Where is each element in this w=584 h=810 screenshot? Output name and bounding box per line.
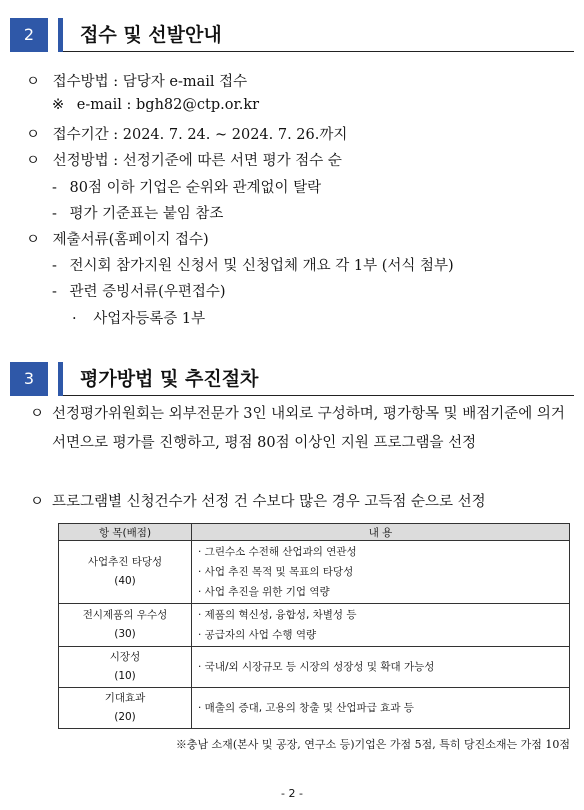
header-item: 항 목(배점) — [59, 524, 192, 541]
item-text: e-mail : bgh82@ctp.or.kr — [76, 97, 260, 113]
list-item — [26, 228, 209, 249]
page-number: - 2 - — [281, 787, 303, 800]
item-score: (10) — [114, 670, 136, 682]
detail-line: · 공급자의 사업 수행 역량 — [198, 629, 317, 641]
item-text: 80점 이하 기업은 순위와 관계없이 탈락 — [69, 180, 322, 196]
bullet: ㅇ — [26, 74, 41, 90]
detail-line: · 매출의 증대, 고용의 창출 및 산업파급 효과 등 — [198, 702, 414, 714]
header-content: 내 용 — [192, 524, 570, 541]
list-item — [52, 254, 454, 275]
table-header-row — [59, 524, 570, 541]
content-cell — [192, 604, 570, 647]
detail-line: · 사업 추진을 위한 기업 역량 — [198, 586, 330, 598]
paragraph-text: 선정평가위원회는 외부전문가 3인 내외로 구성하며, 평가항목 및 배점기준에 의거 서면으로 평가를 진행하고, 평점 80점 이상인 지원 프로그램을 선정 — [52, 406, 565, 451]
detail-line: · 사업 추진 목적 및 목표의 타당성 — [198, 566, 354, 578]
list-item — [52, 176, 321, 197]
bonus-note: ※충남 소재(본사 및 공장, 연구소 등)기업은 가점 5점, 특히 당진소재는 가점 10점 — [175, 738, 570, 751]
item-cell — [59, 541, 192, 604]
section-underline — [63, 395, 574, 396]
content-cell — [192, 541, 570, 604]
section-3-header — [8, 362, 574, 396]
list-item — [52, 202, 223, 223]
list-item — [26, 70, 247, 91]
bullet: ㅇ — [30, 494, 45, 510]
item-score: (20) — [114, 711, 136, 723]
section-number: 2 — [10, 18, 48, 52]
item-name: 기대효과 — [104, 692, 146, 704]
item-text: 선정방법 : 선정기준에 따른 서면 평가 점수 순 — [52, 153, 342, 169]
bullet: ㅇ — [26, 153, 41, 169]
paragraph-text: 프로그램별 신청건수가 선정 건 수보다 많은 경우 고득점 순으로 선정 — [52, 494, 486, 510]
table-row — [59, 541, 570, 604]
item-score: (30) — [114, 628, 136, 640]
content-cell — [192, 647, 570, 688]
paragraph — [30, 400, 570, 458]
item-text: 제출서류(홈페이지 접수) — [52, 232, 209, 248]
section-number: 3 — [10, 362, 48, 396]
list-item — [72, 307, 205, 328]
list-item — [52, 280, 226, 301]
item-text: 접수방법 : 담당자 e-mail 접수 — [52, 74, 248, 90]
list-item — [26, 123, 347, 144]
item-cell — [59, 688, 192, 729]
item-text: 사업자등록증 1부 — [93, 311, 206, 327]
section-2-header — [8, 18, 574, 52]
detail-line: · 그린수소 수전해 산업과의 연관성 — [198, 546, 357, 558]
bullet: ※ — [52, 97, 65, 113]
item-text: 접수기간 : 2024. 7. 24. ~ 2024. 7. 26.까지 — [52, 127, 348, 143]
item-score: (40) — [114, 575, 136, 587]
section-underline — [63, 51, 574, 52]
content-cell — [192, 688, 570, 729]
table-row — [59, 647, 570, 688]
item-cell — [59, 647, 192, 688]
bullet: ㅇ — [30, 406, 45, 422]
table-row — [59, 688, 570, 729]
item-name: 사업추진 타당성 — [87, 556, 163, 568]
item-text: 전시회 참가지원 신청서 및 신청업체 개요 각 1부 (서식 첨부) — [69, 258, 454, 274]
bullet: - — [52, 284, 57, 300]
detail-line: · 국내/외 시장규모 등 시장의 성장성 및 확대 가능성 — [198, 661, 435, 673]
item-cell — [59, 604, 192, 647]
item-name: 시장성 — [109, 651, 141, 663]
bullet: - — [52, 180, 57, 196]
bullet: · — [72, 311, 77, 327]
section-accent-bar — [58, 362, 63, 396]
item-text: 평가 기준표는 붙임 참조 — [69, 206, 224, 222]
list-item — [52, 97, 259, 113]
table-row — [59, 604, 570, 647]
evaluation-table — [58, 523, 570, 729]
item-text: 관련 증빙서류(우편접수) — [69, 284, 226, 300]
detail-line: · 제품의 혁신성, 융합성, 차별성 등 — [198, 609, 357, 621]
list-item — [26, 149, 342, 170]
section-title: 평가방법 및 추진절차 — [80, 368, 259, 390]
bullet: - — [52, 206, 57, 222]
item-name: 전시제품의 우수성 — [82, 609, 168, 621]
section-title: 접수 및 선발안내 — [80, 24, 222, 46]
bullet: - — [52, 258, 57, 274]
paragraph — [30, 488, 570, 517]
bullet: ㅇ — [26, 232, 41, 248]
section-accent-bar — [58, 18, 63, 52]
bullet: ㅇ — [26, 127, 41, 143]
